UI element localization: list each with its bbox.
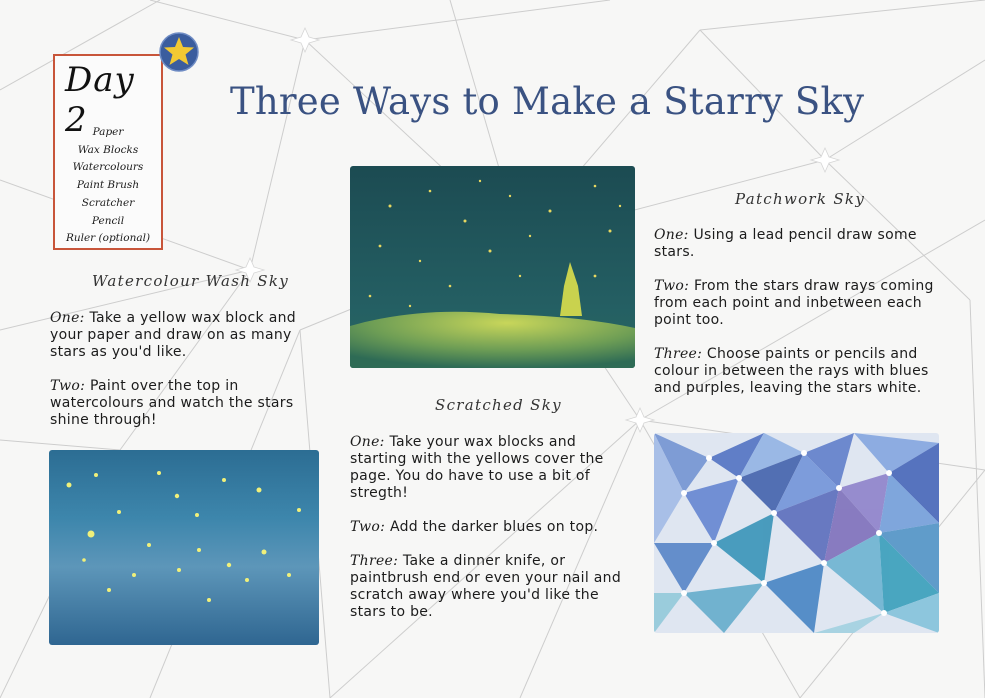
step: Two: Add the darker blues on top.	[350, 519, 599, 535]
scratched-photo	[350, 166, 635, 368]
page-title: Three Ways to Make a Starry Sky	[230, 80, 865, 123]
step: Two: From the stars draw rays coming from each point and inbetween each point too.	[654, 278, 934, 328]
material-item: Paint Brush	[76, 179, 140, 192]
materials-list	[55, 124, 161, 248]
material-item: Scratcher	[81, 196, 135, 209]
day-title: Day 2	[65, 60, 135, 140]
patchwork-photo	[654, 433, 939, 633]
step: Two: Paint over the top in watercolours and watch the stars shine through!	[50, 378, 294, 428]
patchwork-title: Patchwork Sky	[735, 190, 866, 208]
scratched-steps	[350, 434, 632, 621]
step: Three: Take a dinner knife, or paintbrush end or even your nail and scratch away where you'd like the stars to be.	[350, 553, 622, 620]
day-card	[53, 54, 163, 250]
material-item: Watercolours	[72, 161, 144, 174]
watercolour-steps	[50, 310, 320, 429]
watercolour-photo	[49, 450, 319, 645]
material-item: Pencil	[91, 214, 125, 227]
watercolour-title: Watercolour Wash Sky	[92, 272, 290, 290]
scratched-title: Scratched Sky	[435, 396, 562, 414]
step: One: Take a yellow wax block and your paper and draw on as many stars as you'd like.	[50, 310, 296, 360]
star-icon	[158, 31, 200, 73]
step: One: Take your wax blocks and starting with the yellows cover the page. You do have to use a bit of stregth!	[350, 434, 604, 501]
step: Three: Choose paints or pencils and colour in between the rays with blues and purples, leaving the stars white.	[654, 346, 929, 396]
material-item: Paper	[92, 126, 124, 138]
patchwork-steps	[654, 227, 944, 397]
material-item: Ruler (optional)	[65, 232, 151, 245]
material-item: Wax Blocks	[77, 143, 139, 156]
step: One: Using a lead pencil draw some stars.	[654, 227, 917, 260]
